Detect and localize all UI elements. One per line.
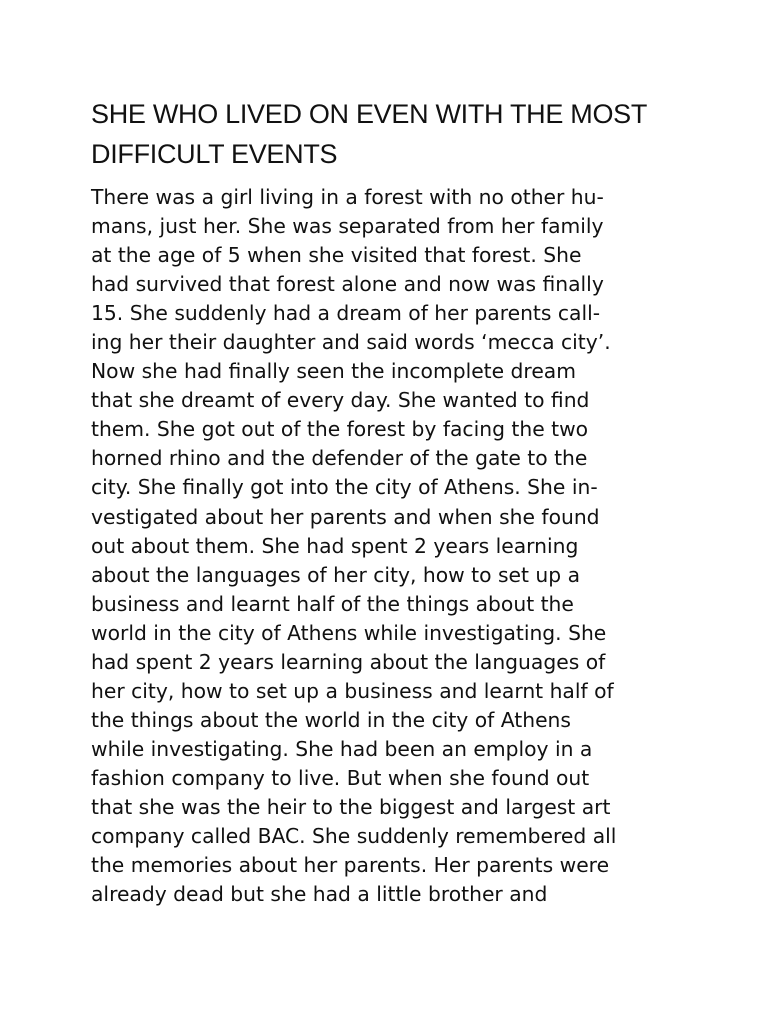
body-line: had spent 2 years learning about the languages of: [91, 649, 606, 674]
body-line: about the languages of her city, how to set up a: [91, 562, 581, 587]
body-line: that she was the heir to the biggest and largest art: [91, 794, 611, 819]
body-line: mans, just her. She was separated from her family: [91, 214, 604, 239]
body-line: the memories about her parents. Her parents were: [91, 853, 610, 878]
document-title: [91, 94, 647, 174]
body-line: while investigating. She had been an employ in a: [91, 736, 593, 761]
body-line: company called BAC. She suddenly remembered all: [91, 824, 617, 849]
body-line: at the age of 5 when she visited that forest. She: [91, 243, 582, 268]
body-line: had survived that forest alone and now was finally: [91, 272, 604, 297]
body-line: already dead but she had a little brother and: [91, 882, 548, 907]
body-line: business and learnt half of the things about the: [91, 591, 574, 616]
body-line: fashion company to live. But when she found out: [91, 765, 590, 790]
body-line: horned rhino and the defender of the gate to the: [91, 446, 588, 471]
body-line: vestigated about her parents and when she found: [91, 504, 600, 529]
body-line: city. She finally got into the city of Athens. She in-: [91, 475, 598, 500]
body-line: her city, how to set up a business and learnt half of: [91, 678, 614, 703]
title-line: DIFFICULT EVENTS: [91, 139, 338, 169]
body-line: There was a girl living in a forest with no other hu-: [91, 185, 604, 209]
body-line: the things about the world in the city of Athens: [91, 707, 571, 732]
body-line: out about them. She had spent 2 years learning: [91, 533, 579, 558]
title-line: SHE WHO LIVED ON EVEN WITH THE MOST: [91, 99, 648, 129]
body-line: world in the city of Athens while investigating. She: [91, 620, 607, 645]
story-body: [91, 183, 616, 909]
body-line: 15. She suddenly had a dream of her parents call-: [91, 301, 601, 326]
body-line: ing her their daughter and said words ‘mecca city’.: [91, 330, 611, 355]
body-line: Now she had finally seen the incomplete dream: [91, 359, 576, 384]
body-line: that she dreamt of every day. She wanted to find: [91, 388, 590, 413]
body-line: them. She got out of the forest by facing the two: [91, 417, 589, 442]
